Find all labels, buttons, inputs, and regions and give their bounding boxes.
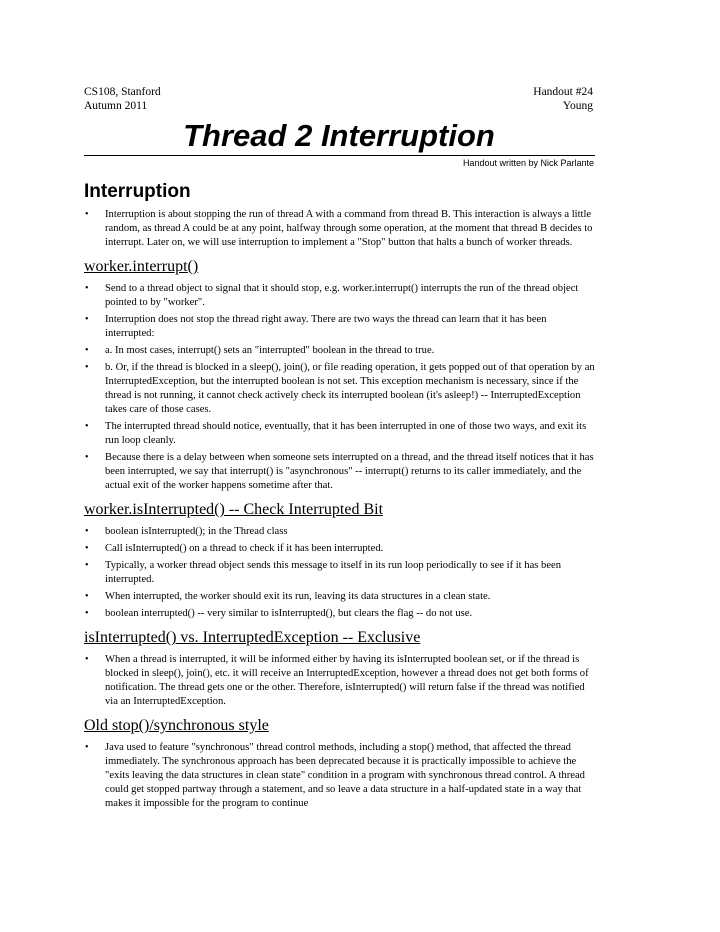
list-item-text: b. Or, if the thread is blocked in a sleep(), join(), or file reading operation, it gets popped out of that operation by an InterruptedException, but the interrupted boolean is not set. This exception mechanism is necessary, since if the thread is not running, it cannot check actively check its interrupted boolean (it's asleep!) -- InterruptedException takes care of those cases. (105, 362, 595, 415)
section-heading: worker.isInterrupted() -- Check Interrupted Bit (84, 501, 384, 518)
list-item-text: a. In most cases, interrupt() sets an "interrupted" boolean in the thread to true. (105, 345, 435, 356)
list-item (84, 344, 596, 358)
list-item (84, 607, 596, 621)
section-heading: worker.interrupt() (84, 258, 199, 275)
bullet-icon: • (85, 452, 89, 463)
list-item (84, 282, 596, 310)
list-item-text: Because there is a delay between when someone sets interrupted on a thread, and the thread itself notices that it has been interrupted, we say that interrupt() is "asynchronous" -- interrupt() returns to its caller immediately, and the actual exit of the worker happens sometime after that. (105, 452, 594, 491)
bullet-icon: • (85, 209, 89, 220)
bullet-icon: • (85, 654, 89, 665)
list-item (84, 420, 596, 448)
byline: Handout written by Nick Parlante (462, 158, 594, 168)
bullet-icon: • (85, 283, 89, 294)
list-item-text: When a thread is interrupted, it will be informed either by having its isInterrupted boolean set, or if the thread is blocked in sleep(), join(), etc. it will receive an InterruptedException, however a thread does not get both forms of notification. The thread gets one or the other. Therefore, isInterrupted() will return false if the thread was notified via an InterruptedException. (105, 654, 589, 707)
header-left (84, 85, 161, 113)
list-item (84, 653, 596, 709)
bullet-list (84, 741, 596, 811)
bullet-icon: • (85, 742, 89, 753)
bullet-icon: • (85, 591, 89, 602)
term-label: Autumn 2011 (84, 100, 148, 112)
bullet-icon: • (85, 421, 89, 432)
bullet-list (84, 525, 596, 621)
list-item-text: boolean isInterrupted(); in the Thread class (105, 526, 288, 537)
instructor-name: Young (562, 100, 593, 112)
section-heading: Interruption (84, 181, 191, 202)
list-item-text: Call isInterrupted() on a thread to check if it has been interrupted. (105, 543, 384, 554)
document-body (84, 178, 596, 814)
list-item (84, 208, 596, 250)
section-heading: isInterrupted() vs. InterruptedException -- Exclusive (84, 629, 421, 646)
page-title: Thread 2 Interruption (183, 118, 495, 153)
list-item-text: Java used to feature "synchronous" thread control methods, including a stop() method, that affected the thread immediately. The synchronous approach has been deprecated because it is practically impossible to achieve the "exits leaving the data structures in clean state" condition in a program with synchronous thread control. A thread could get stopped partway through a statement, and so leave a data structure in a half-updated state in a way that makes it impossible for the program to continue (105, 742, 585, 809)
list-item-text: Typically, a worker thread object sends this message to itself in its run loop periodically to see if it has been interrupted. (105, 560, 562, 585)
bullet-icon: • (85, 345, 89, 356)
bullet-icon: • (85, 608, 89, 619)
list-item (84, 525, 596, 539)
header-right (533, 85, 593, 113)
list-item-text: When interrupted, the worker should exit its run, leaving its data structures in a clean state. (105, 591, 491, 602)
list-item-text: Interruption does not stop the thread right away. There are two ways the thread can learn that it has been interrupted: (105, 314, 547, 339)
list-item (84, 741, 596, 811)
bullet-icon: • (85, 314, 89, 325)
list-item (84, 590, 596, 604)
handout-number: Handout #24 (533, 86, 593, 98)
bullet-list (84, 208, 596, 250)
bullet-list (84, 282, 596, 493)
title-divider (84, 155, 595, 156)
bullet-icon: • (85, 362, 89, 373)
bullet-list (84, 653, 596, 709)
section-heading: Old stop()/synchronous style (84, 717, 269, 734)
list-item (84, 451, 596, 493)
list-item (84, 361, 596, 417)
list-item-text: Send to a thread object to signal that it should stop, e.g. worker.interrupt() interrupts the run of the thread object pointed to by "worker". (105, 283, 579, 308)
list-item-text: boolean interrupted() -- very similar to isInterrupted(), but clears the flag -- do not use. (105, 608, 473, 619)
bullet-icon: • (85, 543, 89, 554)
list-item-text: Interruption is about stopping the run of thread A with a command from thread B. This interaction is always a little random, as thread A could be at any point, halfway through some operation, at the moment that thread B decides to interrupt. Later on, we will use interruption to implement a "Stop" button that halts a bunch of worker threads. (105, 209, 593, 248)
list-item (84, 313, 596, 341)
course-label: CS108, Stanford (84, 86, 161, 98)
bullet-icon: • (85, 526, 89, 537)
list-item (84, 559, 596, 587)
list-item (84, 542, 596, 556)
list-item-text: The interrupted thread should notice, eventually, that it has been interrupted in one of those two ways, and exit its run loop cleanly. (105, 421, 587, 446)
bullet-icon: • (85, 560, 89, 571)
